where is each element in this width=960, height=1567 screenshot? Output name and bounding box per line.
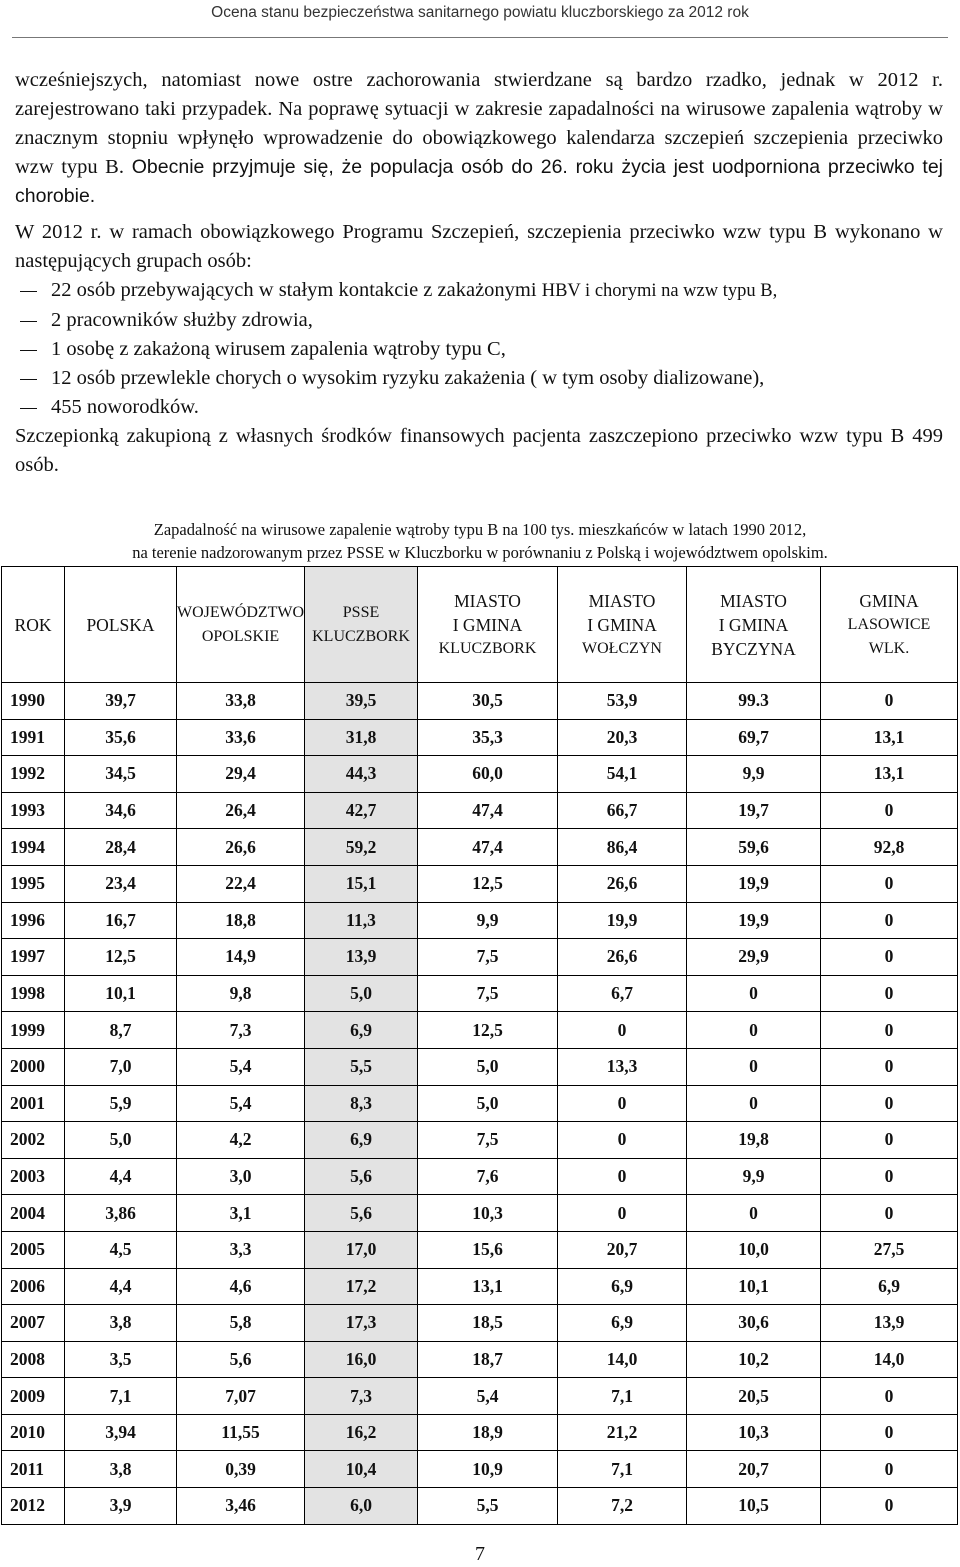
list-item: 1 osobę z zakażoną wirusem zapalenia wątroby typu C, [15,335,943,364]
cell-psse: 17,0 [305,1231,418,1268]
cell-wojewodztwo: 5,4 [177,1085,305,1122]
cell-wolczyn: 13,3 [558,1048,687,1085]
cell-psse: 39,5 [305,683,418,720]
col-header-wolczyn: MIASTO I GMINA WOŁCZYN [558,567,687,683]
cell-byczyna: 10,2 [687,1341,821,1378]
cell-wolczyn: 6,7 [558,975,687,1012]
cell-kluczbork: 7,6 [418,1158,558,1195]
cell-polska: 5,9 [65,1085,177,1122]
cell-wojewodztwo: 3,0 [177,1158,305,1195]
cell-wolczyn: 54,1 [558,756,687,793]
cell-wolczyn: 19,9 [558,902,687,939]
col-header-byczyna: MIASTO I GMINA BYCZYNA [687,567,821,683]
cell-psse: 5,6 [305,1158,418,1195]
cell-byczyna: 10,0 [687,1231,821,1268]
cell-year: 2002 [2,1122,65,1159]
table-caption [0,518,960,564]
cell-polska: 34,6 [65,792,177,829]
cell-psse: 5,5 [305,1048,418,1085]
cell-lasowice: 92,8 [821,829,958,866]
cell-wolczyn: 26,6 [558,939,687,976]
cell-lasowice: 0 [821,1158,958,1195]
vaccination-groups-list [15,276,943,422]
incidence-table [1,566,958,1525]
cell-byczyna: 0 [687,1012,821,1049]
cell-wolczyn: 7,2 [558,1488,687,1525]
cell-kluczbork: 10,3 [418,1195,558,1232]
cell-psse: 15,1 [305,865,418,902]
col-header-kluczbork: MIASTO I GMINA KLUCZBORK [418,567,558,683]
table-row [2,975,958,1012]
cell-kluczbork: 60,0 [418,756,558,793]
cell-lasowice: 0 [821,1451,958,1488]
cell-psse: 16,0 [305,1341,418,1378]
cell-year: 2007 [2,1305,65,1342]
cell-lasowice: 0 [821,939,958,976]
cell-wojewodztwo: 3,1 [177,1195,305,1232]
table-row [2,1048,958,1085]
cell-wolczyn: 86,4 [558,829,687,866]
cell-year: 2012 [2,1488,65,1525]
cell-polska: 4,4 [65,1268,177,1305]
cell-byczyna: 0 [687,1085,821,1122]
paragraph-1-continuation: Obecnie przyjmuje się, że populacja osób do 26. roku życia jest uodporniona przeciwko tej chorobie. [15,156,943,207]
cell-wolczyn: 20,7 [558,1231,687,1268]
cell-kluczbork: 5,4 [418,1378,558,1415]
cell-polska: 7,1 [65,1378,177,1415]
cell-polska: 3,94 [65,1414,177,1451]
cell-wolczyn: 0 [558,1085,687,1122]
page-number: 7 [475,1543,485,1565]
cell-byczyna: 19,7 [687,792,821,829]
cell-year: 2010 [2,1414,65,1451]
cell-byczyna: 10,1 [687,1268,821,1305]
header-title: Ocena stanu bezpieczeństwa sanitarnego powiatu kluczborskiego za 2012 rok [211,4,749,21]
cell-year: 2006 [2,1268,65,1305]
cell-byczyna: 59,6 [687,829,821,866]
col-header-wojewodztwo: WOJEWÓDZTWO OPOLSKIE [177,567,305,683]
cell-byczyna: 0 [687,1048,821,1085]
cell-polska: 12,5 [65,939,177,976]
cell-wojewodztwo: 4,2 [177,1122,305,1159]
cell-polska: 3,8 [65,1305,177,1342]
table-row [2,829,958,866]
cell-wojewodztwo: 22,4 [177,865,305,902]
cell-year: 2008 [2,1341,65,1378]
cell-psse: 5,6 [305,1195,418,1232]
cell-year: 1995 [2,865,65,902]
cell-wolczyn: 0 [558,1012,687,1049]
table-row [2,719,958,756]
cell-wojewodztwo: 3,3 [177,1231,305,1268]
cell-kluczbork: 5,0 [418,1048,558,1085]
list-item: 455 noworodków. [15,393,943,422]
cell-lasowice: 0 [821,1048,958,1085]
col-header-lasowice: GMINA LASOWICE WLK. [821,567,958,683]
cell-psse: 42,7 [305,792,418,829]
cell-wojewodztwo: 7,07 [177,1378,305,1415]
cell-lasowice: 27,5 [821,1231,958,1268]
cell-wojewodztwo: 3,46 [177,1488,305,1525]
col-header-psse: PSSE KLUCZBORK [305,567,418,683]
cell-year: 1990 [2,683,65,720]
cell-psse: 8,3 [305,1085,418,1122]
list-item: 12 osób przewlekle chorych o wysokim ryzyku zakażenia ( w tym osoby dializowane), [15,364,943,393]
table-caption-line-1: Zapadalność na wirusowe zapalenie wątroby typu B na 100 tys. mieszkańców w latach 1990 2012, [153,520,807,539]
cell-polska: 4,5 [65,1231,177,1268]
cell-year: 2011 [2,1451,65,1488]
cell-year: 2003 [2,1158,65,1195]
paragraph-1-text: wcześniejszych, natomiast nowe ostre zachorowania stwierdzane są bardzo rzadko, jednak w 2012 r. zarejestrowano taki przypadek. Na poprawę sytuacji w zakresie zapadalności na wirusowe zapalenia wątroby w znacznym stopniu wpłynęło wprowadzenie do obowiązkowego kalendarza szczepień szczepienia przeciwko wzw typu B. [15,69,943,178]
cell-lasowice: 13,1 [821,756,958,793]
cell-lasowice: 0 [821,1378,958,1415]
cell-year: 2001 [2,1085,65,1122]
cell-polska: 35,6 [65,719,177,756]
cell-kluczbork: 47,4 [418,829,558,866]
cell-byczyna: 19,8 [687,1122,821,1159]
table-row [2,1414,958,1451]
cell-wolczyn: 66,7 [558,792,687,829]
cell-kluczbork: 7,5 [418,1122,558,1159]
cell-kluczbork: 7,5 [418,975,558,1012]
cell-byczyna: 9,9 [687,756,821,793]
cell-polska: 3,8 [65,1451,177,1488]
table-row [2,1231,958,1268]
cell-psse: 13,9 [305,939,418,976]
cell-polska: 10,1 [65,975,177,1012]
cell-wolczyn: 21,2 [558,1414,687,1451]
cell-year: 1993 [2,792,65,829]
list-item: 2 pracowników służby zdrowia, [15,306,943,335]
cell-year: 1994 [2,829,65,866]
cell-polska: 3,5 [65,1341,177,1378]
table-row [2,756,958,793]
paragraph-3: Szczepionką zakupioną z własnych środków finansowych pacjenta zaszczepiono przeciwko wzw typu B 499 osób. [15,425,943,476]
cell-wolczyn: 0 [558,1122,687,1159]
cell-psse: 17,2 [305,1268,418,1305]
cell-polska: 34,5 [65,756,177,793]
paragraph-1 [15,66,943,211]
cell-kluczbork: 10,9 [418,1451,558,1488]
cell-kluczbork: 5,5 [418,1488,558,1525]
cell-lasowice: 0 [821,1414,958,1451]
cell-kluczbork: 12,5 [418,865,558,902]
cell-wojewodztwo: 33,6 [177,719,305,756]
cell-kluczbork: 5,0 [418,1085,558,1122]
cell-wojewodztwo: 14,9 [177,939,305,976]
cell-wojewodztwo: 9,8 [177,975,305,1012]
cell-lasowice: 13,9 [821,1305,958,1342]
cell-psse: 31,8 [305,719,418,756]
cell-year: 1996 [2,902,65,939]
cell-wojewodztwo: 5,8 [177,1305,305,1342]
cell-year: 1999 [2,1012,65,1049]
cell-wolczyn: 7,1 [558,1451,687,1488]
cell-kluczbork: 18,7 [418,1341,558,1378]
cell-lasowice: 0 [821,975,958,1012]
cell-psse: 5,0 [305,975,418,1012]
cell-lasowice: 0 [821,1195,958,1232]
list-item: 22 osób przebywających w stałym kontakcie z zakażonymi HBV i chorymi na wzw typu B, [15,276,943,306]
table-row [2,1268,958,1305]
cell-psse: 17,3 [305,1305,418,1342]
cell-kluczbork: 47,4 [418,792,558,829]
cell-polska: 4,4 [65,1158,177,1195]
cell-kluczbork: 9,9 [418,902,558,939]
cell-byczyna: 99.3 [687,683,821,720]
table-row [2,1378,958,1415]
cell-year: 2000 [2,1048,65,1085]
cell-psse: 59,2 [305,829,418,866]
cell-year: 2009 [2,1378,65,1415]
document-body [15,66,943,480]
cell-polska: 16,7 [65,902,177,939]
cell-year: 2005 [2,1231,65,1268]
cell-wolczyn: 53,9 [558,683,687,720]
table-row [2,1195,958,1232]
cell-byczyna: 9,9 [687,1158,821,1195]
table-row [2,1122,958,1159]
cell-polska: 39,7 [65,683,177,720]
cell-lasowice: 0 [821,865,958,902]
cell-year: 2004 [2,1195,65,1232]
cell-psse: 7,3 [305,1378,418,1415]
table-row [2,1488,958,1525]
table-body [2,683,958,1525]
table-row [2,1085,958,1122]
cell-kluczbork: 15,6 [418,1231,558,1268]
table-header-row [2,567,958,683]
cell-wolczyn: 6,9 [558,1305,687,1342]
cell-kluczbork: 30,5 [418,683,558,720]
cell-polska: 5,0 [65,1122,177,1159]
cell-wojewodztwo: 0,39 [177,1451,305,1488]
cell-byczyna: 10,5 [687,1488,821,1525]
table-row [2,939,958,976]
table-row [2,1158,958,1195]
cell-kluczbork: 18,5 [418,1305,558,1342]
table-row [2,1451,958,1488]
cell-lasowice: 6,9 [821,1268,958,1305]
cell-byczyna: 0 [687,975,821,1012]
cell-lasowice: 0 [821,683,958,720]
cell-polska: 3,9 [65,1488,177,1525]
cell-kluczbork: 7,5 [418,939,558,976]
cell-byczyna: 20,5 [687,1378,821,1415]
cell-wojewodztwo: 11,55 [177,1414,305,1451]
cell-lasowice: 0 [821,1012,958,1049]
cell-wolczyn: 20,3 [558,719,687,756]
page-header [0,0,960,48]
cell-psse: 10,4 [305,1451,418,1488]
header-divider [12,37,948,38]
cell-lasowice: 0 [821,792,958,829]
col-header-polska: POLSKA [65,567,177,683]
cell-psse: 16,2 [305,1414,418,1451]
cell-polska: 7,0 [65,1048,177,1085]
table-caption-line-2: na terenie nadzorowanym przez PSSE w Kluczborku w porównaniu z Polską i województwem opolskim. [132,543,828,562]
cell-kluczbork: 12,5 [418,1012,558,1049]
cell-wolczyn: 26,6 [558,865,687,902]
cell-psse: 6,9 [305,1122,418,1159]
cell-lasowice: 14,0 [821,1341,958,1378]
cell-wojewodztwo: 29,4 [177,756,305,793]
cell-wojewodztwo: 4,6 [177,1268,305,1305]
cell-year: 1992 [2,756,65,793]
table-row [2,865,958,902]
cell-wolczyn: 0 [558,1158,687,1195]
table-row [2,1012,958,1049]
cell-kluczbork: 18,9 [418,1414,558,1451]
cell-wojewodztwo: 7,3 [177,1012,305,1049]
col-header-rok: ROK [2,567,65,683]
cell-lasowice: 0 [821,1122,958,1159]
cell-byczyna: 0 [687,1195,821,1232]
cell-byczyna: 19,9 [687,865,821,902]
cell-psse: 44,3 [305,756,418,793]
cell-wojewodztwo: 26,6 [177,829,305,866]
table-row [2,1341,958,1378]
cell-kluczbork: 13,1 [418,1268,558,1305]
cell-kluczbork: 35,3 [418,719,558,756]
cell-wolczyn: 7,1 [558,1378,687,1415]
cell-polska: 23,4 [65,865,177,902]
cell-psse: 6,0 [305,1488,418,1525]
cell-wolczyn: 6,9 [558,1268,687,1305]
cell-polska: 28,4 [65,829,177,866]
cell-polska: 3,86 [65,1195,177,1232]
table-row [2,902,958,939]
cell-year: 1998 [2,975,65,1012]
cell-lasowice: 0 [821,902,958,939]
cell-year: 1997 [2,939,65,976]
cell-byczyna: 19,9 [687,902,821,939]
cell-wolczyn: 0 [558,1195,687,1232]
cell-lasowice: 0 [821,1085,958,1122]
cell-wojewodztwo: 5,4 [177,1048,305,1085]
cell-lasowice: 13,1 [821,719,958,756]
cell-byczyna: 10,3 [687,1414,821,1451]
cell-wojewodztwo: 18,8 [177,902,305,939]
table-row [2,1305,958,1342]
cell-lasowice: 0 [821,1488,958,1525]
table-row [2,683,958,720]
cell-wolczyn: 14,0 [558,1341,687,1378]
cell-byczyna: 30,6 [687,1305,821,1342]
cell-byczyna: 20,7 [687,1451,821,1488]
cell-wojewodztwo: 33,8 [177,683,305,720]
cell-wojewodztwo: 5,6 [177,1341,305,1378]
paragraph-2: W 2012 r. w ramach obowiązkowego Programu Szczepień, szczepienia przeciwko wzw typu B wykonano w następujących grupach osób: [15,221,943,272]
cell-byczyna: 69,7 [687,719,821,756]
cell-wojewodztwo: 26,4 [177,792,305,829]
cell-psse: 6,9 [305,1012,418,1049]
cell-year: 1991 [2,719,65,756]
cell-polska: 8,7 [65,1012,177,1049]
table-row [2,792,958,829]
cell-psse: 11,3 [305,902,418,939]
cell-byczyna: 29,9 [687,939,821,976]
